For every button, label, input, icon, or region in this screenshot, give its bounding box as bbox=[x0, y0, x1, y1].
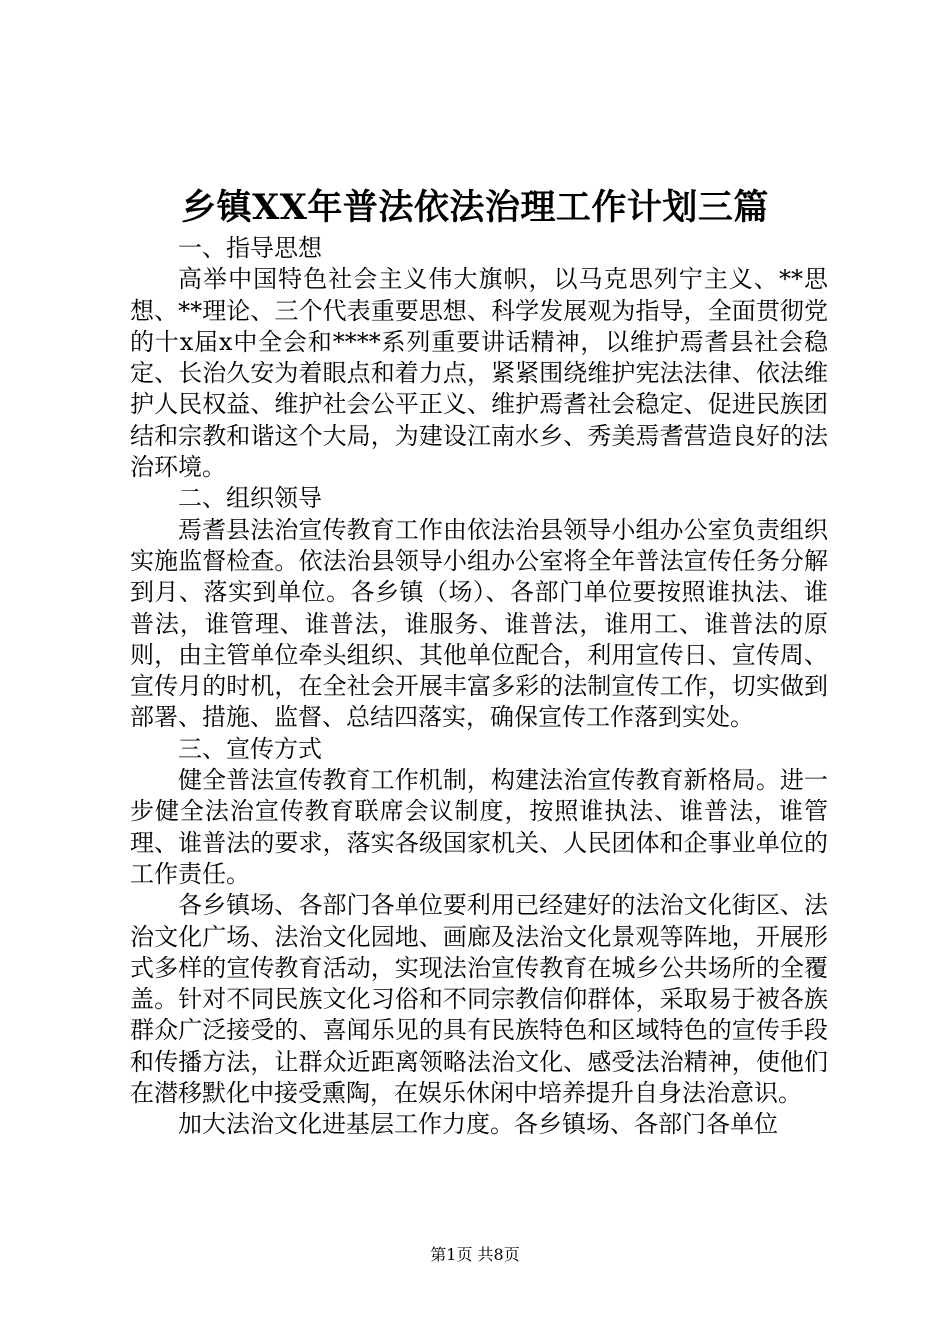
section-heading-organization: 二、组织领导 bbox=[178, 484, 322, 513]
section-heading-guiding-ideology: 一、指导思想 bbox=[178, 234, 322, 262]
section-heading-publicity-methods: 三、宣传方式 bbox=[178, 734, 322, 763]
paragraph: 加大法治文化进基层工作力度。各乡镇场、各部门各单位 bbox=[178, 1110, 778, 1139]
paragraph: 高举中国特色社会主义伟大旗帜，以马克思列宁主义、**思想、**理论、三个代表重要思想、科学发展观为指导，全面贯彻党的十x届x中全会和****系列重要讲话精神，以维护焉耆县社会稳定、长治久安为着眼点和着力点，紧紧围绕维护宪法法律、依法维护人民权益、维护社会公平正义、维护焉耆社会稳定、促进民族团结和宗教和谐这个大局，为建设江南水乡、秀美焉耆营造良好的法治环境。 bbox=[130, 265, 828, 482]
document-body bbox=[130, 233, 828, 1141]
paragraph: 焉耆县法治宣传教育工作由依法治县领导小组办公室负责组织实施监督检查。依法治县领导小组办公室将全年普法宣传任务分解到月、落实到单位。各乡镇（场）、各部门单位要按照谁执法、谁普法，谁管理、谁普法，谁服务、谁普法，谁用工、谁普法的原则，由主管单位牵头组织、其他单位配合，利用宣传日、宣传周、宣传月的时机，在全社会开展丰富多彩的法制宣传工作，切实做到部署、措施、监督、总结四落实，确保宣传工作落到实处。 bbox=[130, 515, 828, 732]
paragraph: 各乡镇场、各部门各单位要利用已经建好的法治文化街区、法治文化广场、法治文化园地、画廊及法治文化景观等阵地，开展形式多样的宣传教育活动，实现法治宣传教育在城乡公共场所的全覆盖。针对不同民族文化习俗和不同宗教信仰群体，采取易于被各族群众广泛接受的、喜闻乐见的具有民族特色和区域特色的宣传手段和传播方法，让群众近距离领略法治文化、感受法治精神，使他们在潜移默化中接受熏陶，在娱乐休闲中培养提升自身法治意识。 bbox=[130, 891, 828, 1108]
document-title: 乡镇XX年普法依法治理工作计划三篇 bbox=[181, 187, 769, 228]
page-footer: 第1页 共8页 bbox=[430, 1245, 520, 1264]
paragraph: 健全普法宣传教育工作机制，构建法治宣传教育新格局。进一步健全法治宣传教育联席会议制度，按照谁执法、谁普法，谁管理、谁普法的要求，落实各级国家机关、人民团体和企事业单位的工作责任。 bbox=[130, 766, 828, 888]
